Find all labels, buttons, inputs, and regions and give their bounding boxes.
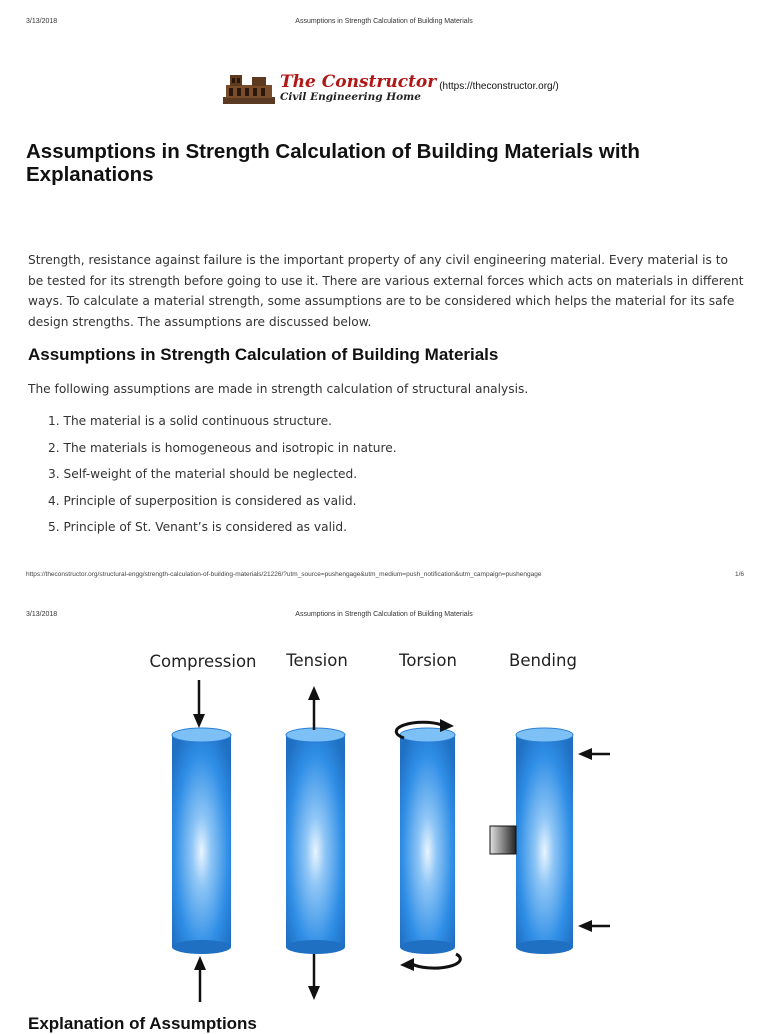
article-title: Assumptions in Strength Calculation of Building Materials with Explanations — [26, 140, 640, 186]
intro-paragraph: Strength, resistance against failure is the important property of any civil engineering material. Every material is to be tested for its strength before going to use it. There are various external forces which acts on materials in different ways. To calculate a material strength, some assumptions are to be considered which helps the material for its safe design strengths. The assumptions are discussed below. — [28, 253, 744, 329]
label-torsion: Torsion — [399, 651, 457, 670]
print-doc-title: Assumptions in Strength Calculation of Building Materials — [295, 611, 473, 618]
list-item: 5. Principle of St. Venant’s is considered as valid. — [48, 520, 347, 535]
list-item: 2. The materials is homogeneous and isotropic in nature. — [48, 440, 397, 455]
next-section-heading: Explanation of Assumptions — [28, 1014, 257, 1033]
label-tension: Tension — [286, 651, 348, 670]
site-logo[interactable] — [222, 70, 559, 106]
print-doc-title: Assumptions in Strength Calculation of Building Materials — [295, 18, 473, 25]
print-page-number: 1/6 — [735, 571, 745, 578]
logo-title: The Constructor — [280, 71, 437, 92]
assumptions-list — [48, 414, 397, 547]
support-block-icon — [490, 826, 516, 854]
compression-cylinder — [172, 728, 231, 954]
down-arrow-icon — [308, 954, 320, 1000]
label-bending: Bending — [509, 651, 577, 670]
print-date: 3/13/2018 — [26, 611, 58, 618]
building-icon — [222, 71, 276, 105]
logo-link[interactable]: (https://theconstructor.org/) — [439, 81, 559, 92]
up-arrow-icon — [308, 686, 320, 730]
print-url: https://theconstructor.org/structural-engg/strength-calculation-of-building-materials/21226/?utm_source=pushengage&utm_medium=push_notification&utm_campaign=pushengage — [26, 571, 542, 578]
left-arrow-icon — [578, 920, 610, 932]
tension-cylinder — [286, 728, 345, 954]
bending-cylinder — [516, 728, 573, 954]
section-heading: Assumptions in Strength Calculation of Building Materials — [28, 345, 499, 364]
left-arrow-icon — [578, 748, 610, 760]
list-item: 4. Principle of superposition is considered as valid. — [48, 493, 357, 508]
list-item: 1. The material is a solid continuous structure. — [48, 414, 333, 428]
print-date: 3/13/2018 — [26, 18, 58, 25]
down-arrow-icon — [193, 680, 205, 728]
list-item: 3. Self-weight of the material should be neglected. — [48, 467, 358, 482]
logo-subtitle: Civil Engineering Home — [280, 90, 421, 103]
section-lead: The following assumptions are made in strength calculation of structural analysis. — [28, 382, 529, 396]
up-arrow-icon — [194, 956, 206, 1002]
rotate-arrow-icon — [400, 954, 460, 971]
label-compression: Compression — [149, 652, 257, 671]
forces-diagram — [130, 636, 610, 1008]
torsion-cylinder — [400, 728, 455, 954]
